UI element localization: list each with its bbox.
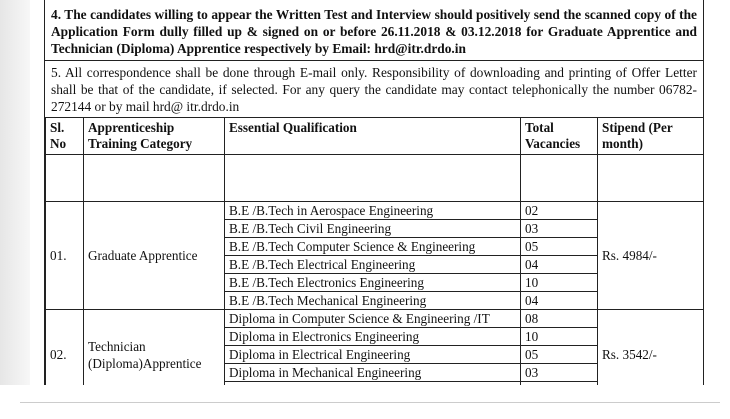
qualification-cell: Diploma in Mechanical Engineering bbox=[225, 364, 521, 382]
qualification-cell: B.E /B.Tech Electrical Engineering bbox=[225, 256, 521, 274]
table-row bbox=[46, 202, 704, 220]
notice-body bbox=[44, 0, 704, 385]
qualification-cell: B.E /B.Tech in Aerospace Engineering bbox=[225, 202, 521, 220]
vacancies-cell: 04 bbox=[521, 292, 598, 310]
table-header-row bbox=[46, 118, 704, 155]
group-sl: 01. bbox=[46, 202, 84, 310]
header-category: Apprenticeship Training Category bbox=[84, 118, 225, 155]
vacancies-cell: 05 bbox=[521, 238, 598, 256]
vacancies-cell: 08 bbox=[521, 310, 598, 328]
vacancies-cell: 10 bbox=[521, 274, 598, 292]
group-category: Graduate Apprentice bbox=[84, 202, 225, 310]
group-stipend: Rs. 4984/- bbox=[598, 202, 704, 310]
vacancies-cell: 02 bbox=[521, 202, 598, 220]
table-row bbox=[46, 310, 704, 328]
qualification-cell: Diploma in Electrical Engineering bbox=[225, 346, 521, 364]
page-shadow bbox=[0, 0, 30, 419]
paragraph-4: 4. The candidates willing to appear the Written Test and Interview should positively send the scanned copy of the Application Form dully filled up & signed on or before 26.11.2018 & 03.12.2018 for Graduate Apprentice and Technician (Diploma) Apprentice respectively by Email: hrd@itr.drdo.in bbox=[45, 0, 703, 61]
group-category: Technician (Diploma)Apprentice bbox=[84, 310, 225, 400]
vacancies-cell: 03 bbox=[521, 220, 598, 238]
table-spacer-row bbox=[46, 155, 704, 202]
header-qualification: Essential Qualification bbox=[225, 118, 521, 155]
vacancies-cell: 05 bbox=[521, 346, 598, 364]
header-sl: Sl. No bbox=[46, 118, 84, 155]
paragraph-5: 5. All correspondence shall be done through E-mail only. Responsibility of downloading and printing of Offer Letter shall be that of the candidate, if selected. For any query the candidate may contact telephonically the number 06782-272144 or by mail hrd@ itr.drdo.in bbox=[51, 65, 697, 114]
group-sl: 02. bbox=[46, 310, 84, 400]
vacancies-cell: 04 bbox=[521, 256, 598, 274]
qualification-cell: Diploma in Computer Science & Engineering /IT bbox=[225, 310, 521, 328]
qualification-cell: B.E /B.Tech Electronics Engineering bbox=[225, 274, 521, 292]
qualification-cell: B.E /B.Tech Computer Science & Engineering bbox=[225, 238, 521, 256]
divider bbox=[20, 402, 720, 403]
header-vacancies: Total Vacancies bbox=[521, 118, 598, 155]
qualification-cell: B.E /B.Tech Mechanical Engineering bbox=[225, 292, 521, 310]
qualification-cell: Diploma in Electronics Engineering bbox=[225, 328, 521, 346]
qualification-cell: B.E /B.Tech Civil Engineering bbox=[225, 220, 521, 238]
vacancies-cell: 03 bbox=[521, 364, 598, 382]
header-stipend: Stipend (Per month) bbox=[598, 118, 704, 155]
vacancy-table bbox=[45, 117, 704, 400]
group-stipend: Rs. 3542/- bbox=[598, 310, 704, 400]
vacancies-cell: 10 bbox=[521, 328, 598, 346]
